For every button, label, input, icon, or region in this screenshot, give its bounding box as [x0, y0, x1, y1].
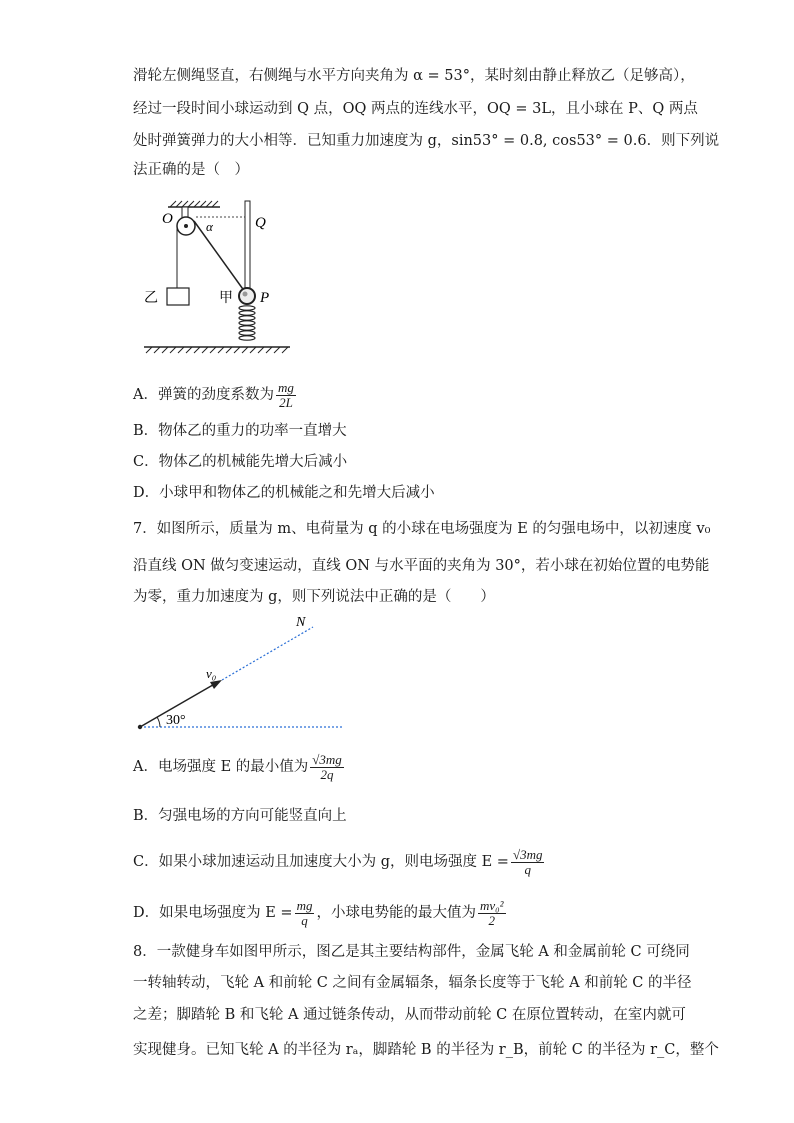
label-alpha: α — [206, 219, 213, 234]
fraction-numerator: mg — [296, 897, 313, 913]
fraction-denominator: 2L — [279, 394, 293, 410]
label-angle-30: 30° — [166, 713, 186, 728]
fraction-numerator: mg — [277, 379, 294, 395]
label-jia: 甲 — [219, 291, 233, 306]
fraction-numerator: mv₀² — [479, 897, 504, 913]
label-O: O — [162, 211, 173, 227]
q7-option-d — [133, 897, 508, 929]
q6-option-d: D．小球甲和物体乙的机械能之和先增大后减小 — [133, 485, 435, 501]
q6-pulley-spring-figure — [140, 195, 300, 357]
q8-text-line-4: 实现健身。已知飞轮 A 的半径为 rₐ，脚踏轮 B 的半径为 r_B，前轮 C 的半径为 r_C，整个 — [133, 1042, 719, 1058]
q7-option-d-text: D．如果电场强度为 E = — [133, 905, 293, 921]
q8-text-line-3: 之差；脚踏轮 B 和飞轮 A 通过链条传动，从而带动前轮 C 在原位置转动，在室内就可 — [133, 1007, 686, 1023]
q7-option-a-text: A．电场强度 E 的最小值为 — [133, 759, 309, 775]
label-P: P — [260, 290, 270, 306]
label-N: N — [296, 615, 306, 630]
q6-option-b: B．物体乙的重力的功率一直增大 — [133, 423, 347, 439]
q6-text-line-4: 法正确的是（ ） — [133, 162, 249, 178]
q6-text-line-2: 经过一段时间小球运动到 Q 点，OQ 两点的连线水平，OQ = 3L，且小球在 P、Q 两点 — [133, 101, 698, 117]
q7-option-c-fraction — [511, 848, 545, 877]
q7-option-c — [133, 846, 546, 878]
q7-option-c-text: C．如果小球加速运动且加速度大小为 g，则电场强度 E = — [133, 854, 509, 870]
q7-option-d-fraction-1 — [295, 899, 315, 928]
q7-text-line-2: 沿直线 ON 做匀变速运动，直线 ON 与水平面的夹角为 30°，若小球在初始位置的电势能 — [133, 558, 710, 574]
fraction-numerator: √3mg — [512, 846, 543, 862]
q6-text-line-1: 滑轮左侧绳竖直，右侧绳与水平方向夹角为 α = 53°，某时刻由静止释放乙（足够高）， — [133, 68, 695, 84]
q8-text-line-1: 8．一款健身车如图甲所示，图乙是其主要结构部件，金属飞轮 A 和金属前轮 C 可绕同 — [133, 944, 690, 960]
q6-option-a — [133, 380, 298, 410]
q7-option-b: B．匀强电场的方向可能竖直向上 — [133, 808, 347, 824]
label-Q: Q — [255, 215, 266, 231]
q7-option-a-fraction — [310, 753, 344, 782]
q7-text-line-3: 为零，重力加速度为 g，则下列说法中正确的是（ ） — [133, 589, 495, 605]
fraction-denominator: q — [524, 861, 531, 877]
fraction-denominator: q — [301, 912, 308, 928]
label-yi: 乙 — [144, 291, 158, 306]
q7-text-line-1: 7．如图所示，质量为 m、电荷量为 q 的小球在电场强度为 E 的匀强电场中，以初速度 v₀ — [133, 521, 711, 537]
q8-text-line-2: 一转轴转动，飞轮 A 和前轮 C 之间有金属辐条，辐条长度等于飞轮 A 和前轮 C 的半径 — [133, 975, 692, 991]
q7-velocity-direction-figure — [130, 612, 350, 737]
q6-option-c: C．物体乙的机械能先增大后减小 — [133, 454, 348, 470]
q6-text-line-3: 处时弹簧弹力的大小相等．已知重力加速度为 g，sin53° = 0.8, cos53° = 0.6．则下列说 — [133, 133, 720, 149]
q7-option-a — [133, 751, 346, 783]
fraction-denominator: 2q — [320, 766, 334, 782]
q6-option-a-text: A．弹簧的劲度系数为 — [133, 387, 274, 403]
q7-option-d-mid-text: ，小球电势能的最大值为 — [316, 905, 476, 921]
fraction-denominator: 2 — [488, 912, 495, 928]
fraction-numerator: √3mg — [312, 751, 342, 767]
q6-option-a-fraction — [276, 381, 296, 410]
label-v0: v₀ — [206, 666, 217, 681]
q7-option-d-fraction-2 — [478, 899, 506, 928]
